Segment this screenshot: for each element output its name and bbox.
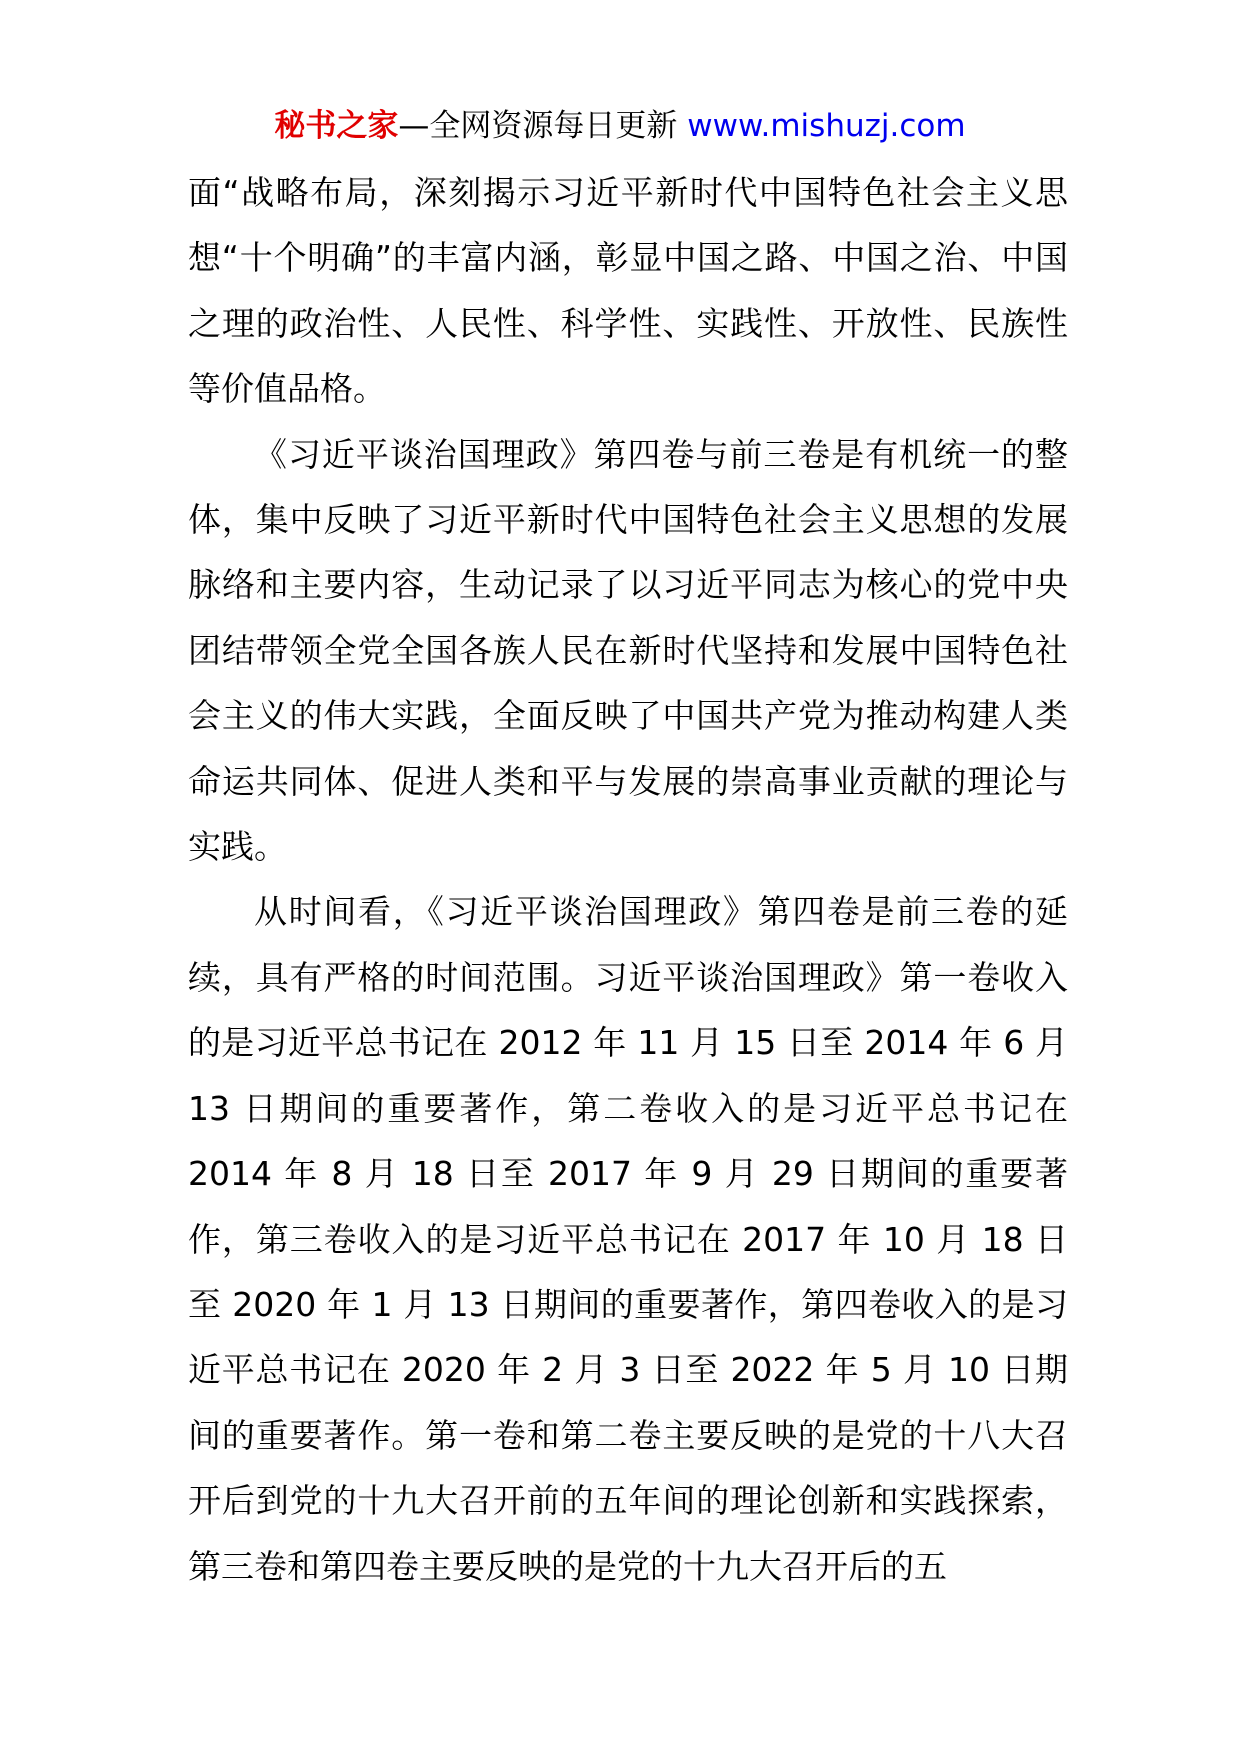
site-brand: 秘书之家: [274, 108, 399, 144]
site-url-link[interactable]: www.mishuzj.com: [687, 108, 966, 144]
document-body: [188, 160, 1068, 1599]
paragraph-time-range: 从时间看，《习近平谈治国理政》第四卷是前三卷的延续，具有严格的时间范围。习近平谈治国理政》第一卷收入的是习近平总书记在 2012 年 11 月 15 日至 2014 年 6 月 13 日期间的重要著作，第二卷收入的是习近平总书记在 2014 年 8 月 18 日至 2017 年 9 月 29 日期间的重要著作，第三卷收入的是习近平总书记在 2017 年 10 月 18 日至 2020 年 1 月 13 日期间的重要著作，第四卷收入的是习近平总书记在 2020 年 2 月 3 日至 2022 年 5 月 10 日期间的重要著作。第一卷和第二卷主要反映的是党的十八大召开后到党的十九大召开前的五年间的理论创新和实践探索，第三卷和第四卷主要反映的是党的十九大召开后的五: [188, 892, 1068, 1586]
paragraph-continuation: 面“战略布局，深刻揭示习近平新时代中国特色社会主义思想“十个明确”的丰富内涵，彰显中国之路、中国之治、中国之理的政治性、人民性、科学性、实践性、开放性、民族性等价值品格。: [188, 173, 1068, 409]
page-header: [0, 100, 1240, 152]
paragraph-fourth-volume-overview: 《习近平谈治国理政》第四卷与前三卷是有机统一的整体，集中反映了习近平新时代中国特色社会主义思想的发展脉络和主要内容，生动记录了以习近平同志为核心的党中央团结带领全党全国各族人民在新时代坚持和发展中国特色社会主义的伟大实践，全面反映了中国共产党为推动构建人类命运共同体、促进人类和平与发展的崇高事业贡献的理论与实践。: [188, 434, 1068, 867]
site-tagline: —全网资源每日更新: [398, 108, 688, 144]
